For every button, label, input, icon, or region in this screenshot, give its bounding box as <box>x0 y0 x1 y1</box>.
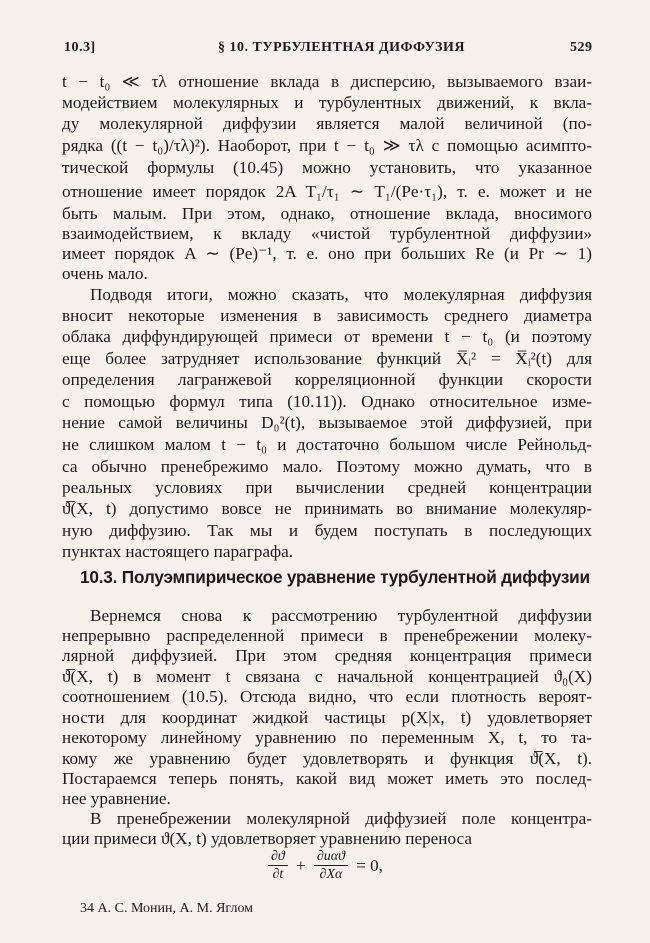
text-line: пунктах настоящего параграфа. <box>62 542 294 561</box>
text-line: отношение имеет порядок 2A T₁/τ₁ ∼ T₁/(Pe·τ₁), т. е. может и не <box>62 182 592 201</box>
running-head-title: § 10. ТУРБУЛЕНТНАЯ ДИФФУЗИЯ <box>218 40 465 55</box>
text-line: облака диффундирующей примеси от времени t − t₀ (и поэтому <box>62 327 592 346</box>
transport-equation: $\frac{\partial ϑ}{\partial t}$ + $\frac{\text{∂uαϑ}}{\partial X\alpha}$ = 0, <box>268 848 387 883</box>
text-line: взаимодействием, к вкладу «чистой турбулентной диффузии» <box>62 224 592 243</box>
text-line: Постараемся теперь понять, какой вид может иметь это послед- <box>62 769 592 788</box>
text-line: тической формулы (10.45) можно установить, что указанное <box>62 158 592 177</box>
text-line: В пренебрежении молекулярной диффузией поле концентра- <box>90 809 592 828</box>
text-line: очень мало. <box>62 264 148 283</box>
text-line: са обычно пренебрежимо мало. Поэтому можно думать, что в <box>62 457 592 476</box>
text-line: некоторому линейному уравнению по переменным X, t, то та- <box>62 728 592 747</box>
text-line: ϑ̅(X, t) в момент t связана с начальной концентрацией ϑ₀(X) <box>62 667 592 686</box>
text-line: соотношением (10.5). Отсюда видно, что если плотность вероят- <box>62 687 592 706</box>
running-head-section: 10.3] <box>64 40 96 55</box>
page-number: 529 <box>570 40 593 55</box>
text-line: реальных условиях при вычислении средней концентрации <box>62 478 592 497</box>
text-line: нение самой величины D₀²(t), вызываемое этой диффузией, при <box>62 413 592 432</box>
text-line: рядка ((t − t₀)/τλ)²). Наоборот, при t − t₀ ≫ τλ с помощью асимпто- <box>62 136 592 155</box>
text-line: ϑ̅(X, t) допустимо вовсе не принимать во внимание молекуляр- <box>62 499 592 518</box>
text-line: ду молекулярной диффузии является малой величиной (по- <box>62 114 592 133</box>
text-line: быть малым. При этом, однако, отношение вклада, вносимого <box>62 204 592 223</box>
text-line: не слишком малом t − t₀ и достаточно большом числе Рейнольд- <box>62 435 592 454</box>
text-line: Подводя итоги, можно сказать, что молекулярная диффузия <box>90 285 592 304</box>
section-heading: 10.3. Полуэмпирическое уравнение турбулентной диффузии <box>80 567 590 587</box>
footer-signature: 34 А. С. Монин, А. М. Яглом <box>80 901 254 916</box>
fraction: $\frac{\text{∂uαϑ}}{\partial X\alpha}$ <box>314 848 348 883</box>
text-line: ции примеси ϑ(X, t) удовлетворяет уравнению переноса <box>62 829 472 848</box>
text-line: имеет порядок A ∼ (Pe)⁻¹, т. е. оно при больших Re (и Pr ∼ 1) <box>62 244 592 263</box>
text-line: определения лагранжевой корреляционной функции скорости <box>62 370 592 389</box>
text-line: ности для координат жидкой частицы p(X|x, t) удовлетворяет <box>62 708 592 727</box>
text-line: вносит некоторые изменения в зависимость среднего диаметра <box>62 306 592 325</box>
text-line: нее уравнение. <box>62 789 171 808</box>
text-line: t − t₀ ≪ τλ отношение вклада в дисперсию, вызываемого взаи- <box>62 72 592 91</box>
text-line: модействием молекулярных и турбулентных движений, к вкла- <box>62 93 592 112</box>
text-line: Вернемся снова к рассмотрению турбулентной диффузии <box>90 606 592 625</box>
text-line: непрерывно распределенной примеси в пренебрежении молеку- <box>62 626 592 645</box>
text-line: лярной диффузией. При этом средняя концентрация примеси <box>62 646 592 665</box>
text-line: с помощью формул типа (10.11)). Однако относительное изме- <box>62 392 592 411</box>
fraction: $\frac{\partial ϑ}{\partial t}$ <box>268 848 288 883</box>
text-line: ную диффузию. Так мы и будем поступать в последующих <box>62 521 592 540</box>
text-line: еще более затрудняет использование функций X̅ᵢ² = X̅ᵢ²(t) для <box>62 349 592 368</box>
text-line: кому же уравнению будет удовлетворять и функция ϑ̅(X, t). <box>62 749 592 768</box>
